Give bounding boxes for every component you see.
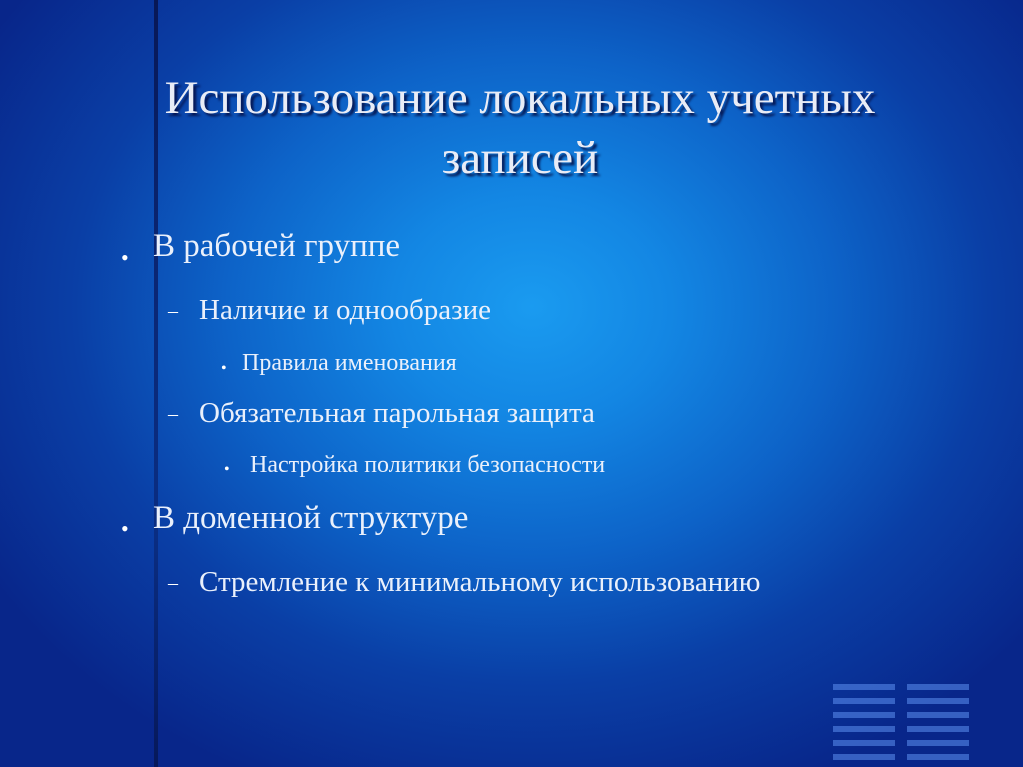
list-item <box>199 566 760 599</box>
list-item-text: Наличие и однообразие <box>199 294 491 326</box>
decorative-stripes-left <box>833 684 895 767</box>
slide-title-line-2: записей <box>441 132 599 184</box>
dash-marker: – <box>168 300 178 322</box>
list-item <box>153 228 400 265</box>
list-item-text: Обязательная парольная защита <box>199 397 595 429</box>
bullet-marker: • <box>224 461 230 478</box>
list-item <box>199 397 595 430</box>
list-item <box>153 500 468 537</box>
bullet-marker: • <box>221 360 227 377</box>
list-item <box>250 452 605 479</box>
list-item <box>242 350 457 377</box>
list-item-text: Стремление к минимальному использованию <box>199 566 761 598</box>
bullet-marker: • <box>121 245 129 270</box>
decorative-stripes-right <box>907 684 969 767</box>
list-item-text: Правила именования <box>242 350 457 376</box>
list-item-text: В рабочей группе <box>153 228 401 264</box>
dash-marker: – <box>168 572 178 594</box>
dash-marker: – <box>168 403 178 425</box>
list-item <box>199 294 491 327</box>
slide-title-line-1: Использование локальных учетных <box>164 72 876 124</box>
slide-title <box>60 68 980 188</box>
list-item-text: Настройка политики безопасности <box>250 452 606 478</box>
list-item-text: В доменной структуре <box>153 500 469 536</box>
bullet-marker: • <box>121 516 129 541</box>
